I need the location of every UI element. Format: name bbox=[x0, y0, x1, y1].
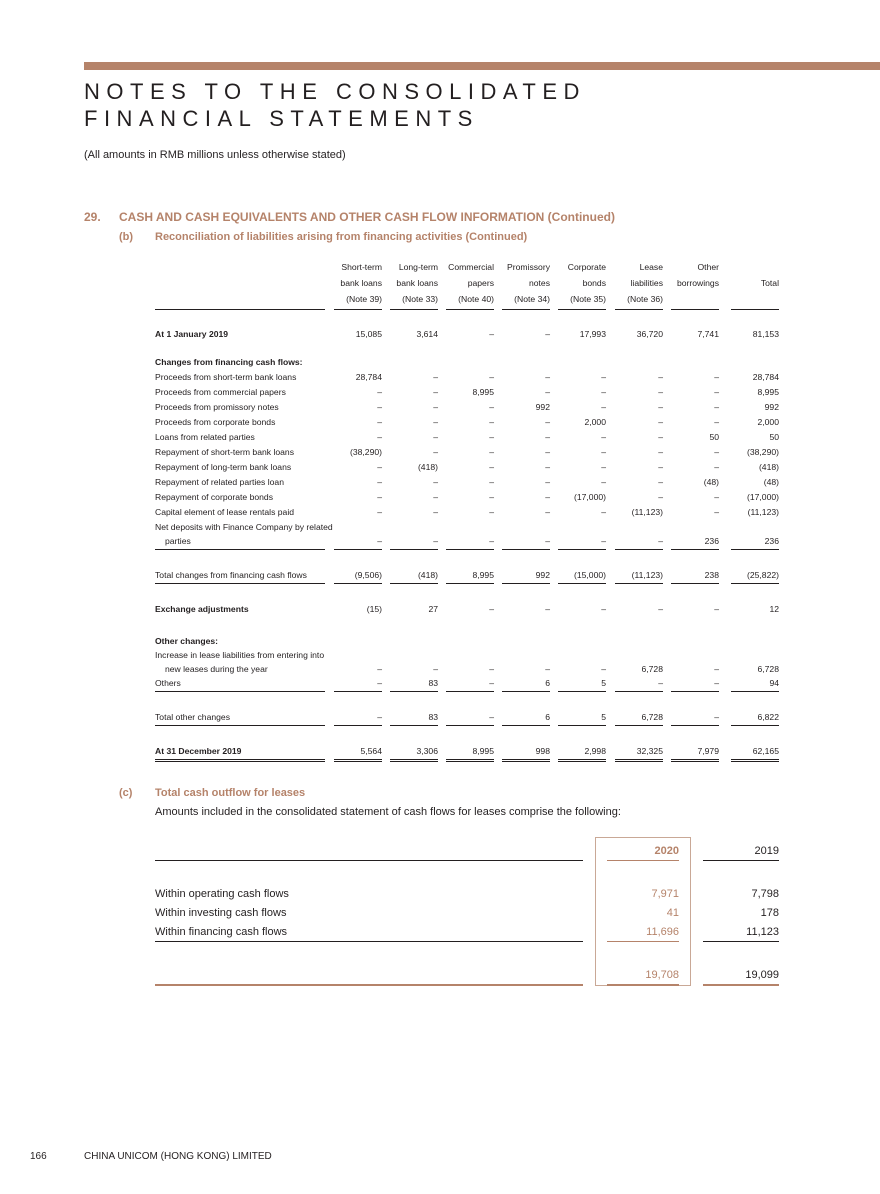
column-header: (Note 39) bbox=[346, 294, 382, 304]
row-rule bbox=[334, 691, 382, 692]
subtotal-rule-left bbox=[155, 941, 583, 942]
column-header: (Note 34) bbox=[514, 294, 550, 304]
row-label: Repayment of short-term bank loans bbox=[155, 447, 294, 457]
row-rule bbox=[731, 549, 779, 550]
row-label: parties bbox=[165, 536, 191, 546]
row-value: 3,306 bbox=[416, 746, 438, 756]
row-value: – bbox=[658, 432, 663, 442]
row-value: (38,290) bbox=[746, 447, 779, 457]
column-header-rule bbox=[671, 309, 719, 310]
row-value: – bbox=[658, 536, 663, 546]
row-value: – bbox=[714, 507, 719, 517]
header-accent-bar bbox=[84, 62, 880, 70]
row-value: 50 bbox=[709, 432, 719, 442]
row-prior: 7,798 bbox=[751, 888, 779, 900]
row-value: 992 bbox=[535, 570, 550, 580]
row-value: – bbox=[714, 417, 719, 427]
row-rule bbox=[558, 549, 606, 550]
row-value: 2,000 bbox=[757, 417, 779, 427]
column-header: Short-term bbox=[341, 262, 382, 272]
row-rule bbox=[334, 725, 382, 726]
row-rule bbox=[502, 691, 550, 692]
row-value: – bbox=[545, 492, 550, 502]
row-value: – bbox=[489, 678, 494, 688]
row-rule bbox=[731, 759, 779, 762]
row-value: – bbox=[433, 507, 438, 517]
row-value: (17,000) bbox=[746, 492, 779, 502]
row-value: – bbox=[601, 477, 606, 487]
row-value: 2,000 bbox=[584, 417, 606, 427]
row-value: 28,784 bbox=[355, 372, 382, 382]
row-rule bbox=[390, 691, 438, 692]
header-rule-left bbox=[155, 860, 583, 861]
section-c-number: (c) bbox=[119, 787, 133, 799]
section-c-title: Total cash outflow for leases bbox=[155, 787, 306, 799]
row-rule bbox=[731, 583, 779, 584]
row-value: – bbox=[601, 536, 606, 546]
row-value: – bbox=[489, 329, 494, 339]
row-value: 2,998 bbox=[584, 746, 606, 756]
row-rule bbox=[731, 725, 779, 726]
row-value: 6,728 bbox=[757, 664, 779, 674]
section-b-title: Reconciliation of liabilities arising from financing activities (Continued) bbox=[155, 231, 528, 243]
page-title: NOTES TO THE CONSOLIDATED FINANCIAL STATEMENTS bbox=[84, 79, 586, 131]
row-rule bbox=[671, 725, 719, 726]
table-row bbox=[155, 447, 779, 461]
row-value: 28,784 bbox=[752, 372, 779, 382]
row-value: – bbox=[489, 432, 494, 442]
row-label: Other changes: bbox=[155, 636, 219, 646]
row-label: Total other changes bbox=[155, 712, 231, 722]
row-label: Within operating cash flows bbox=[155, 888, 289, 900]
row-value: – bbox=[489, 372, 494, 382]
row-value: 83 bbox=[428, 678, 438, 688]
row-value: 7,979 bbox=[697, 746, 719, 756]
row-value: – bbox=[489, 402, 494, 412]
page-subtitle: (All amounts in RMB millions unless otherwise stated) bbox=[84, 149, 346, 161]
row-value: – bbox=[433, 492, 438, 502]
row-value: – bbox=[545, 329, 550, 339]
row-value: 6,822 bbox=[757, 712, 779, 722]
row-value: (17,000) bbox=[573, 492, 606, 502]
year-prior-header: 2019 bbox=[754, 845, 779, 857]
row-value: – bbox=[714, 492, 719, 502]
row-value: 27 bbox=[428, 604, 438, 614]
column-header: papers bbox=[467, 278, 494, 288]
row-value: – bbox=[433, 477, 438, 487]
row-value: 5 bbox=[601, 712, 606, 722]
row-value: – bbox=[489, 477, 494, 487]
row-rule bbox=[390, 759, 438, 762]
table-row bbox=[155, 402, 779, 416]
year-current-header: 2020 bbox=[654, 845, 679, 857]
row-value: – bbox=[601, 387, 606, 397]
row-rule bbox=[502, 549, 550, 550]
table-row bbox=[155, 432, 779, 446]
row-value: – bbox=[377, 712, 382, 722]
row-value: – bbox=[433, 372, 438, 382]
column-header: Lease bbox=[639, 262, 663, 272]
row-value: – bbox=[545, 507, 550, 517]
row-label: Increase in lease liabilities from entering into bbox=[155, 650, 325, 660]
table-row bbox=[155, 372, 779, 386]
table-row bbox=[155, 746, 779, 760]
row-value: – bbox=[489, 712, 494, 722]
row-label: Capital element of lease rentals paid bbox=[155, 507, 295, 517]
column-header-rule bbox=[615, 309, 663, 310]
row-value: – bbox=[545, 432, 550, 442]
column-header: bank loans bbox=[340, 278, 382, 288]
table-row bbox=[155, 387, 779, 401]
table-row bbox=[155, 536, 779, 550]
row-value: 5 bbox=[601, 678, 606, 688]
row-value: – bbox=[658, 477, 663, 487]
row-value: – bbox=[714, 462, 719, 472]
row-value: – bbox=[714, 447, 719, 457]
row-value: – bbox=[545, 387, 550, 397]
row-label: Proceeds from short-term bank loans bbox=[155, 372, 297, 382]
row-value: (15) bbox=[366, 604, 382, 614]
row-value: 17,993 bbox=[579, 329, 606, 339]
row-value: – bbox=[545, 447, 550, 457]
row-value: – bbox=[601, 402, 606, 412]
row-value: 998 bbox=[535, 746, 550, 756]
row-value: – bbox=[489, 664, 494, 674]
column-header-rule bbox=[155, 309, 325, 310]
row-value: – bbox=[489, 536, 494, 546]
table-row bbox=[155, 678, 779, 692]
row-value: – bbox=[377, 387, 382, 397]
row-value: – bbox=[489, 492, 494, 502]
row-value: 81,153 bbox=[752, 329, 779, 339]
row-value: 6,728 bbox=[641, 712, 663, 722]
row-value: 8,995 bbox=[472, 746, 494, 756]
row-value: – bbox=[377, 492, 382, 502]
row-value: 992 bbox=[535, 402, 550, 412]
row-rule bbox=[558, 725, 606, 726]
table-row bbox=[155, 492, 779, 506]
row-rule bbox=[446, 583, 494, 584]
row-value: – bbox=[714, 712, 719, 722]
row-rule bbox=[671, 583, 719, 584]
table-row bbox=[155, 907, 779, 925]
row-rule bbox=[446, 691, 494, 692]
row-value: – bbox=[545, 462, 550, 472]
row-value: 236 bbox=[704, 536, 719, 546]
column-header: (Note 33) bbox=[402, 294, 438, 304]
footer-company: CHINA UNICOM (HONG KONG) LIMITED bbox=[84, 1151, 272, 1162]
column-header-rule bbox=[502, 309, 550, 310]
header-rule-current bbox=[607, 860, 679, 861]
row-value: – bbox=[377, 417, 382, 427]
page-number: 166 bbox=[30, 1151, 47, 1162]
table-row bbox=[155, 664, 779, 678]
row-value: (418) bbox=[417, 570, 438, 580]
row-value: – bbox=[377, 678, 382, 688]
row-value: 8,995 bbox=[472, 387, 494, 397]
row-current: 41 bbox=[666, 907, 679, 919]
row-value: – bbox=[433, 417, 438, 427]
row-value: – bbox=[433, 447, 438, 457]
row-value: – bbox=[433, 402, 438, 412]
row-rule bbox=[155, 549, 325, 550]
column-header: Commercial bbox=[448, 262, 494, 272]
row-label: Total changes from financing cash flows bbox=[155, 570, 307, 580]
subtotal-rule-current bbox=[607, 941, 679, 942]
row-value: – bbox=[489, 507, 494, 517]
row-label: Within financing cash flows bbox=[155, 926, 288, 938]
row-value: – bbox=[601, 432, 606, 442]
row-value: – bbox=[658, 417, 663, 427]
row-rule bbox=[334, 759, 382, 762]
row-label: Repayment of corporate bonds bbox=[155, 492, 273, 502]
row-value: – bbox=[714, 402, 719, 412]
table-row bbox=[155, 636, 779, 650]
column-header: (Note 36) bbox=[627, 294, 663, 304]
row-value: – bbox=[489, 604, 494, 614]
row-value: – bbox=[377, 664, 382, 674]
row-value: – bbox=[545, 477, 550, 487]
row-label: Exchange adjustments bbox=[155, 604, 249, 614]
row-rule bbox=[558, 583, 606, 584]
row-current: 7,971 bbox=[651, 888, 679, 900]
row-value: – bbox=[658, 387, 663, 397]
row-value: – bbox=[545, 372, 550, 382]
row-label: Within investing cash flows bbox=[155, 907, 287, 919]
row-rule bbox=[334, 583, 382, 584]
total-prior: 19,099 bbox=[745, 969, 779, 981]
row-value: (11,123) bbox=[631, 570, 663, 580]
row-value: – bbox=[433, 536, 438, 546]
row-value: – bbox=[714, 678, 719, 688]
row-value: – bbox=[377, 477, 382, 487]
total-rule-current bbox=[607, 984, 679, 986]
row-rule bbox=[558, 759, 606, 762]
row-label: Others bbox=[155, 678, 181, 688]
row-value: 6,728 bbox=[641, 664, 663, 674]
row-value: – bbox=[433, 432, 438, 442]
row-current: 11,696 bbox=[646, 926, 679, 938]
section-c-intro: Amounts included in the consolidated statement of cash flows for leases comprise the following: bbox=[155, 806, 621, 818]
table-row bbox=[155, 417, 779, 431]
row-value: – bbox=[714, 387, 719, 397]
row-value: – bbox=[377, 402, 382, 412]
row-value: 50 bbox=[769, 432, 779, 442]
row-rule bbox=[671, 691, 719, 692]
row-label: Proceeds from commercial papers bbox=[155, 387, 286, 397]
row-value: – bbox=[714, 664, 719, 674]
row-label: Proceeds from promissory notes bbox=[155, 402, 279, 412]
column-header: (Note 40) bbox=[458, 294, 494, 304]
row-rule bbox=[390, 549, 438, 550]
column-header: notes bbox=[528, 278, 550, 288]
column-header: liabilities bbox=[630, 278, 663, 288]
column-header: Total bbox=[760, 278, 779, 288]
row-value: – bbox=[601, 604, 606, 614]
row-value: (9,506) bbox=[354, 570, 382, 580]
row-value: 3,614 bbox=[416, 329, 438, 339]
row-rule bbox=[155, 725, 325, 726]
row-label: At 1 January 2019 bbox=[155, 329, 229, 339]
row-value: (38,290) bbox=[349, 447, 382, 457]
column-header: Long-term bbox=[398, 262, 438, 272]
table-row bbox=[155, 570, 779, 584]
row-value: – bbox=[377, 536, 382, 546]
row-value: – bbox=[658, 462, 663, 472]
row-rule bbox=[446, 759, 494, 762]
row-prior: 178 bbox=[760, 907, 779, 919]
row-value: – bbox=[545, 417, 550, 427]
row-value: 6 bbox=[545, 678, 550, 688]
row-value: – bbox=[433, 387, 438, 397]
row-value: – bbox=[658, 372, 663, 382]
subtotal-rule-prior bbox=[703, 941, 779, 942]
section-b-number: (b) bbox=[119, 231, 134, 243]
table-row bbox=[155, 604, 779, 618]
row-rule bbox=[558, 691, 606, 692]
row-value: (418) bbox=[417, 462, 438, 472]
row-label: Net deposits with Finance Company by related bbox=[155, 522, 333, 532]
row-value: – bbox=[714, 372, 719, 382]
row-value: – bbox=[433, 664, 438, 674]
row-value: (418) bbox=[758, 462, 779, 472]
section-29-number: 29. bbox=[84, 210, 101, 224]
row-rule bbox=[615, 691, 663, 692]
row-rule bbox=[155, 583, 325, 584]
row-value: (48) bbox=[763, 477, 779, 487]
table-row bbox=[155, 357, 779, 371]
row-value: (15,000) bbox=[573, 570, 606, 580]
column-header-rule bbox=[334, 309, 382, 310]
section-29-title: CASH AND CASH EQUIVALENTS AND OTHER CASH FLOW INFORMATION (Continued) bbox=[119, 210, 615, 224]
row-value: – bbox=[658, 604, 663, 614]
column-header: borrowings bbox=[676, 278, 719, 288]
row-label: Changes from financing cash flows: bbox=[155, 357, 303, 367]
row-value: – bbox=[658, 492, 663, 502]
row-value: (25,822) bbox=[746, 570, 779, 580]
row-value: (11,123) bbox=[631, 507, 663, 517]
row-rule bbox=[502, 583, 550, 584]
row-value: 236 bbox=[764, 536, 779, 546]
table-row bbox=[155, 650, 779, 664]
row-value: (48) bbox=[703, 477, 719, 487]
row-label: Proceeds from corporate bonds bbox=[155, 417, 276, 427]
row-value: 12 bbox=[769, 604, 779, 614]
row-label: new leases during the year bbox=[165, 664, 268, 674]
row-value: 7,741 bbox=[697, 329, 719, 339]
row-value: – bbox=[377, 462, 382, 472]
column-header: (Note 35) bbox=[570, 294, 606, 304]
row-rule bbox=[155, 691, 325, 692]
row-value: – bbox=[658, 678, 663, 688]
table-row bbox=[155, 477, 779, 491]
row-rule bbox=[390, 583, 438, 584]
row-rule bbox=[671, 759, 719, 762]
row-rule bbox=[615, 725, 663, 726]
row-rule bbox=[155, 759, 325, 762]
row-value: – bbox=[658, 402, 663, 412]
row-value: 83 bbox=[428, 712, 438, 722]
row-label: Repayment of long-term bank loans bbox=[155, 462, 292, 472]
column-header: Other bbox=[697, 262, 719, 272]
column-header-rule bbox=[558, 309, 606, 310]
row-rule bbox=[731, 691, 779, 692]
row-value: 32,325 bbox=[636, 746, 663, 756]
table-row bbox=[155, 507, 779, 521]
row-value: – bbox=[545, 536, 550, 546]
row-rule bbox=[615, 583, 663, 584]
table-row bbox=[155, 522, 779, 536]
row-rule bbox=[446, 549, 494, 550]
row-value: 94 bbox=[769, 678, 779, 688]
row-value: – bbox=[714, 604, 719, 614]
row-rule bbox=[502, 725, 550, 726]
row-value: – bbox=[489, 447, 494, 457]
table-row bbox=[155, 888, 779, 906]
row-value: 8,995 bbox=[472, 570, 494, 580]
total-rule-left bbox=[155, 984, 583, 986]
row-prior: 11,123 bbox=[746, 926, 779, 938]
row-label: At 31 December 2019 bbox=[155, 746, 242, 756]
column-header: bank loans bbox=[396, 278, 438, 288]
row-rule bbox=[671, 549, 719, 550]
column-header: Promissory bbox=[507, 262, 550, 272]
row-value: – bbox=[601, 447, 606, 457]
row-rule bbox=[615, 759, 663, 762]
table-row bbox=[155, 712, 779, 726]
row-label: Repayment of related parties loan bbox=[155, 477, 284, 487]
row-rule bbox=[334, 549, 382, 550]
table-row bbox=[155, 462, 779, 476]
row-value: – bbox=[601, 507, 606, 517]
row-value: – bbox=[489, 462, 494, 472]
row-label: Loans from related parties bbox=[155, 432, 255, 442]
row-value: – bbox=[658, 447, 663, 457]
row-value: – bbox=[489, 417, 494, 427]
total-rule-prior bbox=[703, 984, 779, 986]
row-value: 5,564 bbox=[360, 746, 382, 756]
row-value: – bbox=[377, 432, 382, 442]
row-rule bbox=[502, 759, 550, 762]
row-rule bbox=[446, 725, 494, 726]
row-value: 992 bbox=[764, 402, 779, 412]
row-value: 15,085 bbox=[355, 329, 382, 339]
row-value: 36,720 bbox=[636, 329, 663, 339]
row-value: – bbox=[601, 372, 606, 382]
row-value: (11,123) bbox=[747, 507, 779, 517]
column-header-rule bbox=[731, 309, 779, 310]
row-rule bbox=[390, 725, 438, 726]
row-value: 62,165 bbox=[752, 746, 779, 756]
total-current: 19,708 bbox=[645, 969, 679, 981]
row-value: – bbox=[601, 664, 606, 674]
row-value: 238 bbox=[704, 570, 719, 580]
header-rule-prior bbox=[703, 860, 779, 861]
row-rule bbox=[615, 549, 663, 550]
row-value: 8,995 bbox=[757, 387, 779, 397]
row-value: 6 bbox=[545, 712, 550, 722]
column-header: bonds bbox=[582, 278, 606, 288]
row-value: – bbox=[545, 664, 550, 674]
column-header-rule bbox=[446, 309, 494, 310]
row-value: – bbox=[601, 462, 606, 472]
table-row bbox=[155, 329, 779, 343]
row-value: – bbox=[545, 604, 550, 614]
column-header-rule bbox=[390, 309, 438, 310]
row-value: – bbox=[377, 507, 382, 517]
column-header: Corporate bbox=[567, 262, 606, 272]
